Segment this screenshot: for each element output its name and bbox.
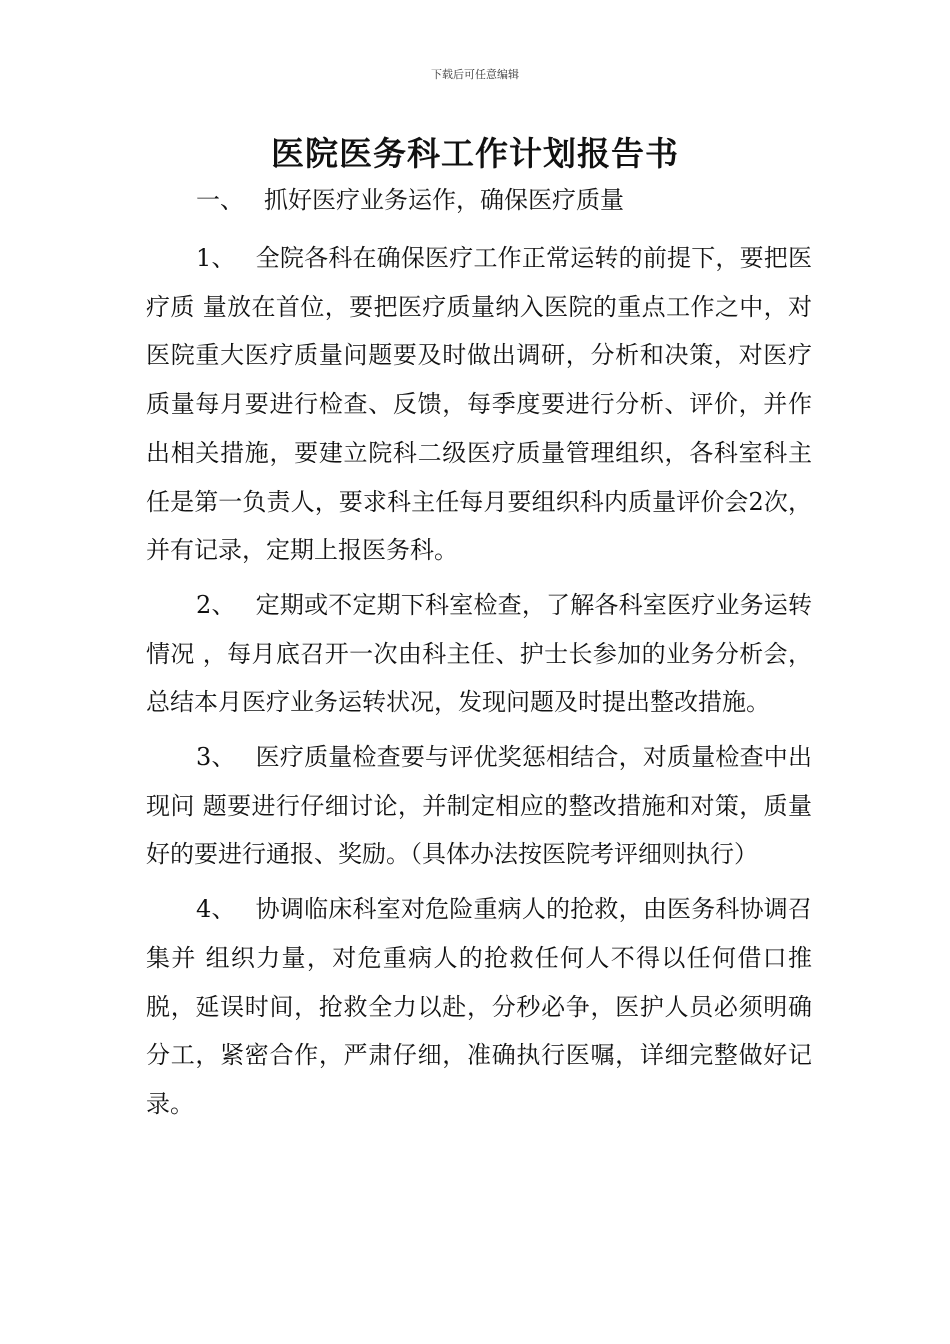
- item-number: 2、: [196, 590, 236, 619]
- section-heading-text: 抓好医疗业务运作，确保医疗质量: [264, 186, 624, 214]
- document-title: 医院医务科工作计划报告书: [271, 134, 679, 173]
- paragraph-item-1: [146, 234, 812, 575]
- paragraph-item-4: [146, 885, 812, 1129]
- header-note: 下载后可任意编辑: [431, 68, 519, 81]
- section-number: 一、: [196, 186, 244, 214]
- paragraph-item-3: [146, 733, 812, 879]
- item-number: 4、: [196, 895, 236, 924]
- item-text: 医疗质量检查要与评优奖惩相结合，对质量检查中出现问 题要进行仔细讨论，并制定相应的整改措施和对策，质量好的要进行通报、奖励。（具体办法按医院考评细则执行）: [146, 743, 812, 869]
- item-text: 协调临床科室对危险重病人的抢救，由医务科协调召集并 组织力量，对危重病人的抢救任何人不得以任何借口推脱，延误时间，抢救全力以赴，分秒必争，医护人员必须明确分工，紧密合作，严肃仔细，准确执行医嘱，详细完整做好记录。: [146, 895, 812, 1118]
- section-heading: [146, 180, 812, 220]
- paragraph-item-2: [146, 581, 812, 727]
- item-text: 定期或不定期下科室检查，了解各科室医疗业务运转情况 ，每月底召开一次由科主任、护士长参加的业务分析会，总结本月医疗业务运转状况，发现问题及时提出整改措施。: [146, 590, 812, 717]
- item-number: 3、: [196, 743, 236, 772]
- item-text: 全院各科在确保医疗工作正常运转的前提下，要把医疗质 量放在首位，要把医疗质量纳入医院的重点工作之中，对医院重大医疗质量问题要及时做出调研，分析和决策，对医疗质量每月要进行检查、反馈，每季度要进行分析、评价，并作出相关措施，要建立院科二级医疗质量管理组织，各科室科主任是第一负责人，要求科主任每月要组织科内质量评价会2次，并有记录，定期上报医务科。: [146, 244, 812, 565]
- document-body: [146, 180, 812, 1135]
- item-number: 1、: [196, 244, 236, 272]
